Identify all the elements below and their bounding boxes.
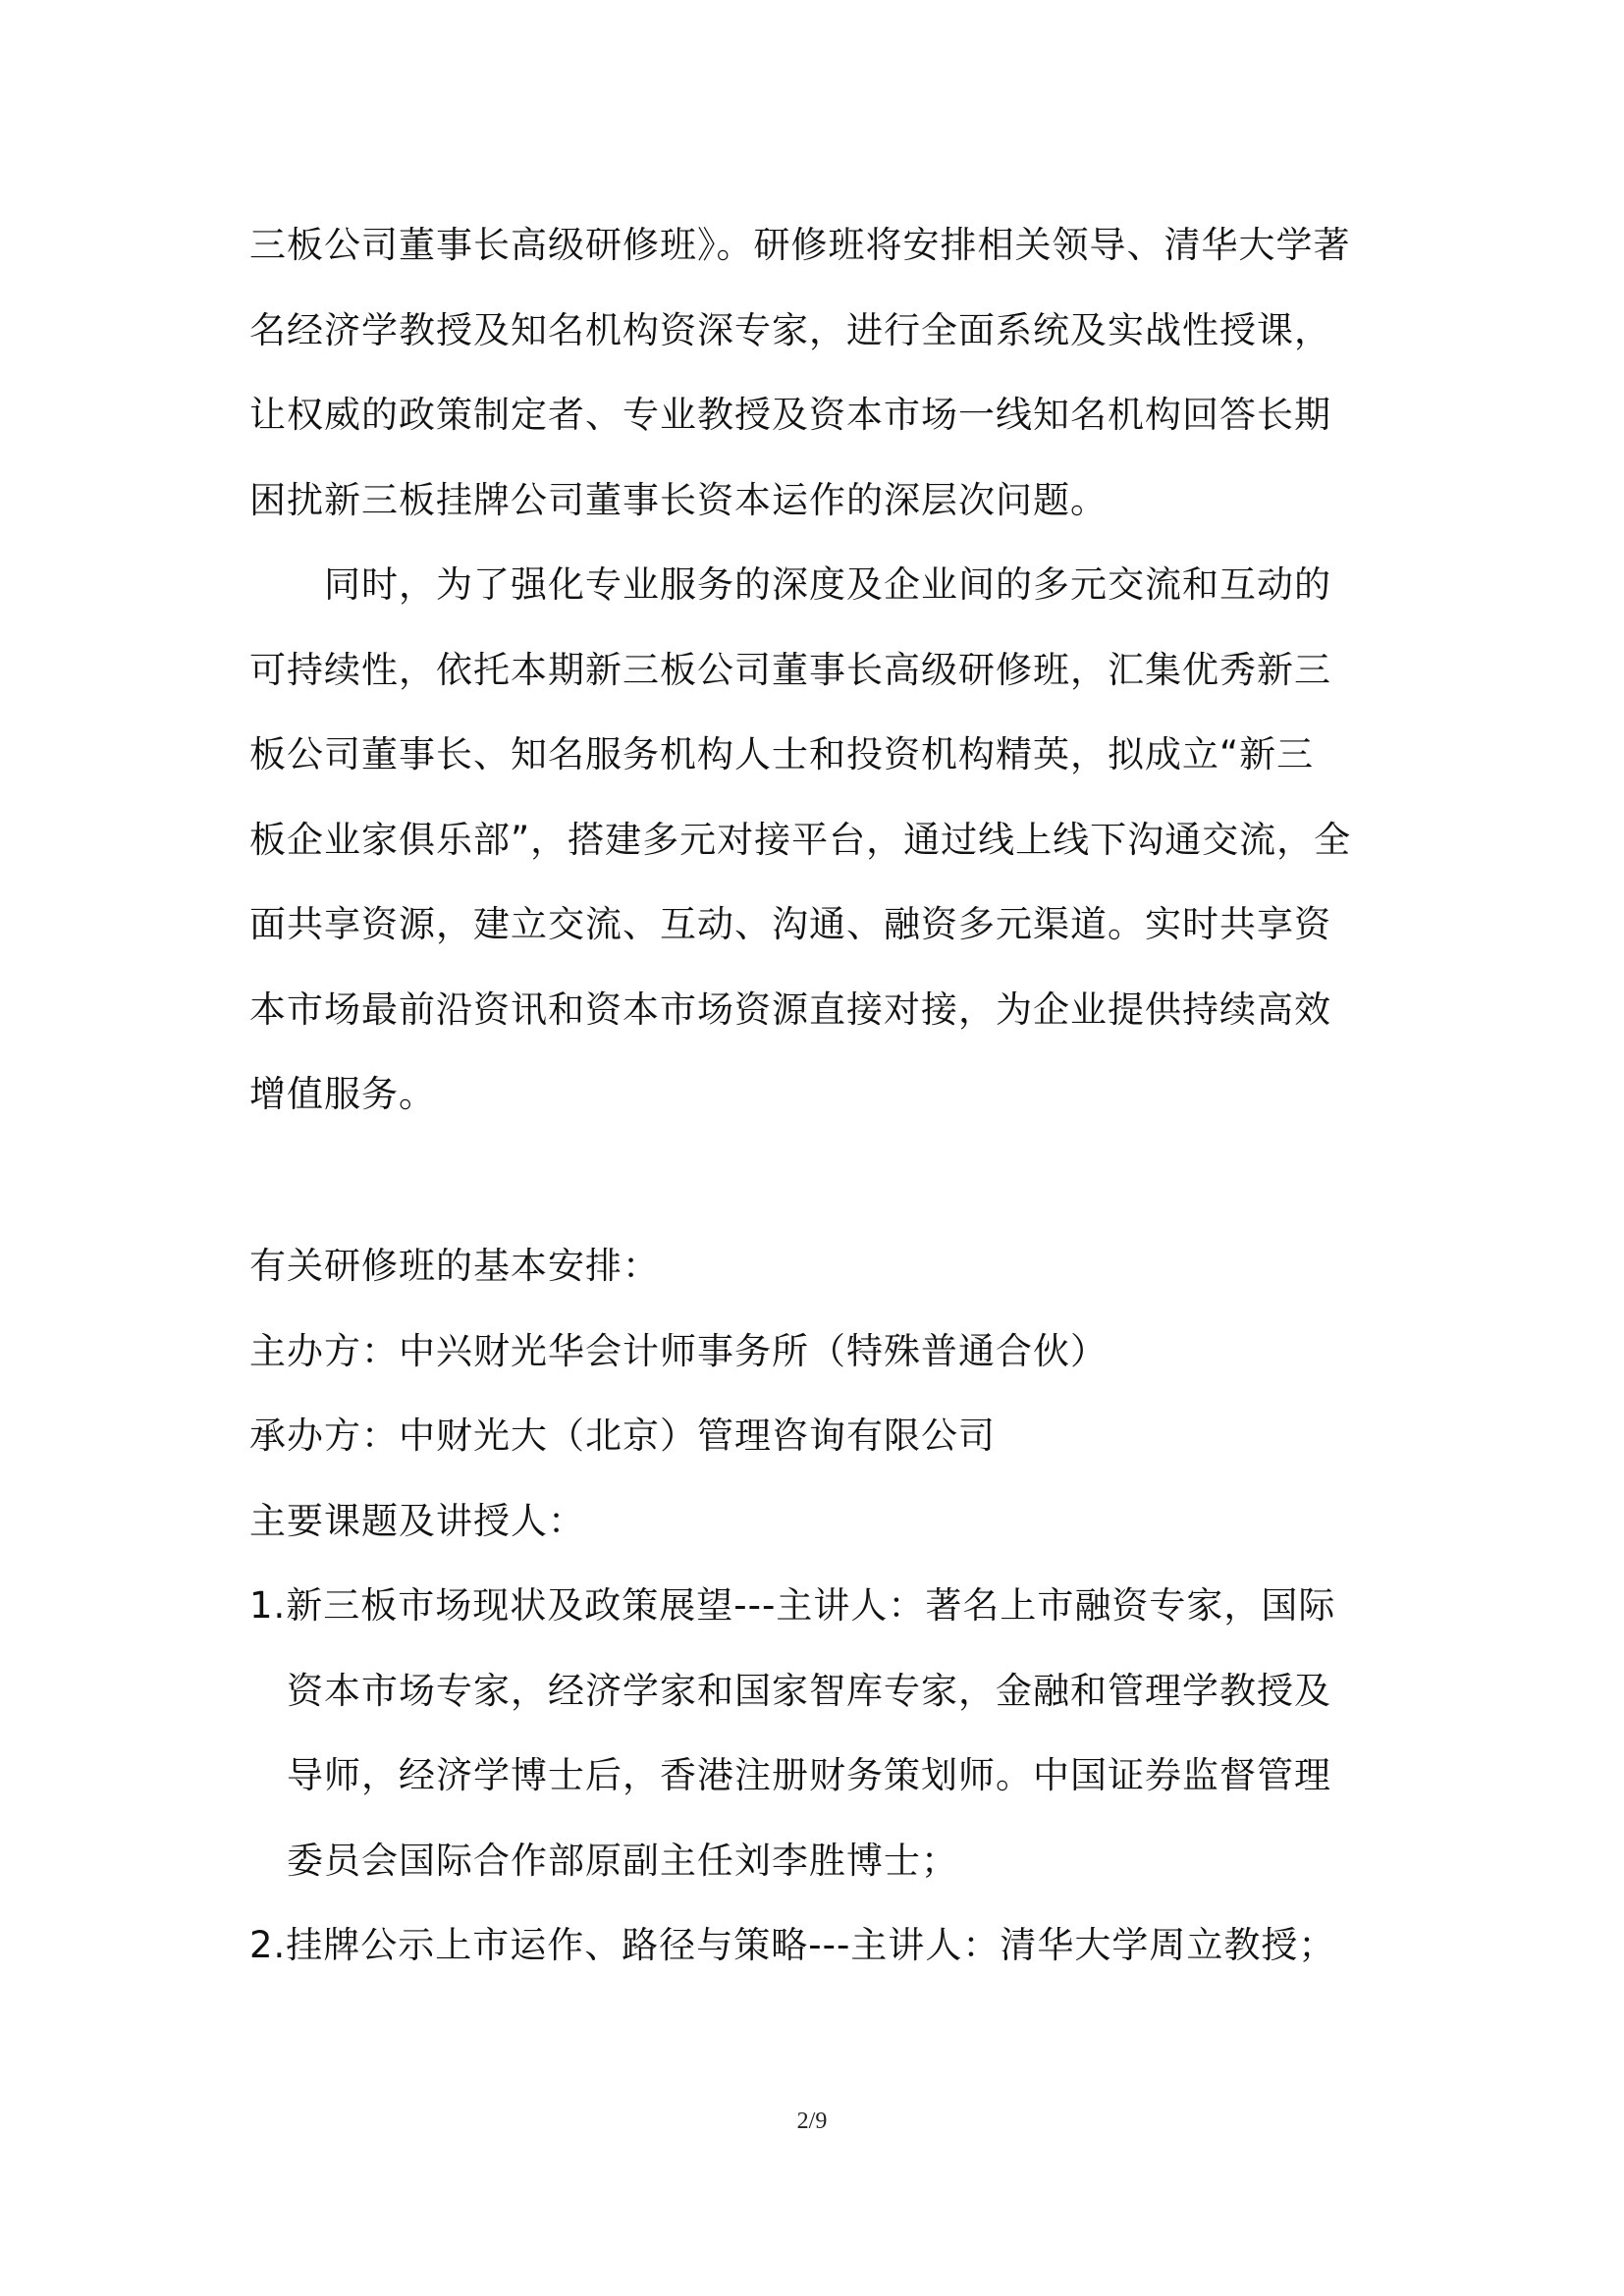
paragraph-intro (249, 203, 1379, 543)
list-item-topic-2 (249, 1903, 1379, 1989)
paragraph-line: 名经济学教授及知名机构资深专家，进行全面系统及实战性授课， (249, 308, 1331, 351)
co-organizer-line: 承办方：中财光大（北京）管理咨询有限公司 (249, 1415, 996, 1457)
list-item-topic-1 (249, 1564, 1379, 1903)
paragraph-club (249, 543, 1379, 1138)
list-item-line: 委员会国际合作部原副主任刘李胜博士； (287, 1839, 958, 1882)
paragraph-line: 面共享资源，建立交流、互动、沟通、融资多元渠道。实时共享资 (249, 903, 1331, 945)
paragraph-line: 板公司董事长、知名服务机构人士和投资机构精英，拟成立“新三 (249, 733, 1315, 775)
organizer-line: 主办方：中兴财光华会计师事务所（特殊普通合伙） (249, 1329, 1108, 1372)
list-item-line: 2.挂牌公示上市运作、路径与策略---主讲人：清华大学周立教授； (249, 1924, 1336, 1966)
list-item-line: 导师，经济学博士后，香港注册财务策划师。中国证券监督管理 (287, 1754, 1331, 1796)
arrangement-section (249, 1224, 1379, 1564)
paragraph-line: 让权威的政策制定者、专业教授及资本市场一线知名机构回答长期 (249, 394, 1331, 436)
arrangement-heading: 有关研修班的基本安排： (249, 1245, 660, 1287)
page-number: 2/9 (796, 2109, 828, 2134)
topics-heading: 主要课题及讲授人： (249, 1499, 585, 1542)
paragraph-line: 本市场最前沿资讯和资本市场资源直接对接，为企业提供持续高效 (249, 988, 1331, 1031)
paragraph-line: 三板公司董事长高级研修班》。研修班将安排相关领导、清华大学著 (249, 224, 1351, 266)
list-item-line: 资本市场专家，经济学家和国家智库专家，金融和管理学教授及 (287, 1669, 1331, 1712)
paragraph-line: 同时，为了强化专业服务的深度及企业间的多元交流和互动的 (249, 563, 1331, 606)
topics-list (249, 1564, 1379, 1989)
paragraph-line: 困扰新三板挂牌公司董事长资本运作的深层次问题。 (249, 478, 1108, 521)
paragraph-line: 板企业家俱乐部”，搭建多元对接平台，通过线上线下沟通交流，全 (249, 818, 1352, 861)
paragraph-line: 增值服务。 (249, 1073, 436, 1115)
list-item-line: 1.新三板市场现状及政策展望---主讲人：著名上市融资专家，国际 (249, 1584, 1336, 1627)
paragraph-line: 可持续性，依托本期新三板公司董事长高级研修班，汇集优秀新三 (249, 648, 1331, 691)
